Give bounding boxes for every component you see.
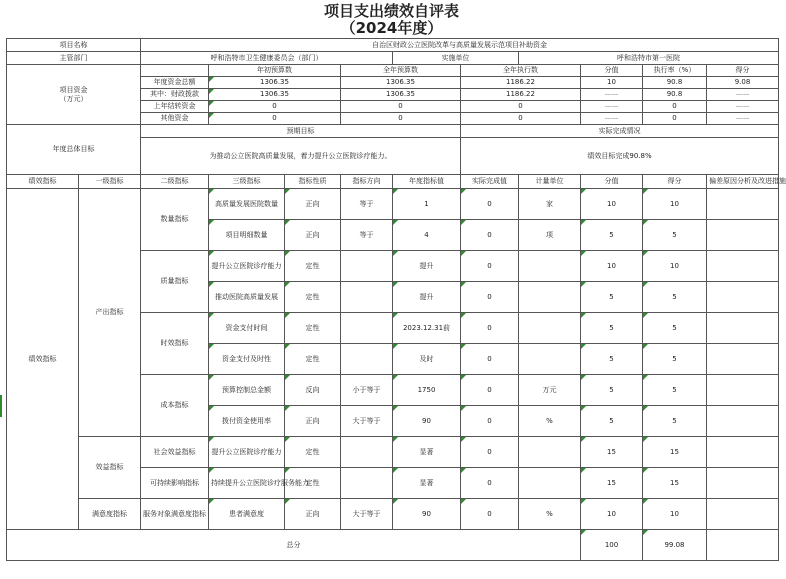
ind-got[interactable]: 5 xyxy=(643,220,707,251)
ind-nature[interactable]: 正向 xyxy=(285,406,341,437)
ind-actual[interactable]: 0 xyxy=(461,499,519,530)
perf-label: 绩效指标 xyxy=(7,189,79,530)
ind-actual[interactable]: 0 xyxy=(461,282,519,313)
fund-cell[interactable]: 0 xyxy=(643,101,707,113)
report-title xyxy=(0,3,783,37)
fund-row-name: 上年结转资金 xyxy=(141,101,209,113)
funds-header-exec: 全年执行数 xyxy=(461,65,581,77)
ind-unit[interactable]: 项 xyxy=(519,220,581,251)
ind-dir[interactable]: 大于等于 xyxy=(341,499,393,530)
ind-header: 计量单位 xyxy=(519,175,581,189)
ind-unit[interactable]: % xyxy=(519,499,581,530)
ind-header: 实际完成值 xyxy=(461,175,519,189)
ind-actual[interactable]: 0 xyxy=(461,375,519,406)
ind-score[interactable]: 5 xyxy=(581,282,643,313)
ind-got[interactable]: 5 xyxy=(643,313,707,344)
ind-nature[interactable]: 定性 xyxy=(285,313,341,344)
l2-time: 时效指标 xyxy=(141,313,209,375)
fund-cell[interactable]: 90.8 xyxy=(643,89,707,101)
ind-target[interactable]: 显著 xyxy=(393,437,461,468)
ind-score[interactable]: 5 xyxy=(581,406,643,437)
fund-cell[interactable]: 10 xyxy=(581,77,643,89)
fund-cell[interactable]: 1306.35 xyxy=(341,77,461,89)
ind-target[interactable]: 提升 xyxy=(393,282,461,313)
ind-unit[interactable]: 家 xyxy=(519,189,581,220)
l2-quantity: 数量指标 xyxy=(141,189,209,251)
goal-expected-label: 预期目标 xyxy=(141,125,461,138)
ind-l3[interactable]: 持续提升公立医院诊疗服务能力 xyxy=(209,468,285,499)
ind-unit[interactable] xyxy=(519,344,581,375)
impl-label: 实施单位 xyxy=(393,52,519,65)
l2-quality: 质量指标 xyxy=(141,251,209,313)
funds-header-blank xyxy=(141,65,209,77)
ind-score[interactable]: 15 xyxy=(581,437,643,468)
ind-target[interactable]: 1750 xyxy=(393,375,461,406)
project-name-value[interactable]: 自治区财政公立医院改革与高质量发展示范项目补助资金 xyxy=(141,39,779,52)
ind-header: 偏差原因分析及改进措施 xyxy=(707,175,779,189)
ind-target[interactable]: 90 xyxy=(393,499,461,530)
total-note[interactable] xyxy=(707,530,779,561)
ind-nature[interactable]: 定性 xyxy=(285,251,341,282)
ind-l3[interactable]: 提升公立医院诊疗能力 xyxy=(209,437,285,468)
l1-output: 产出指标 xyxy=(79,189,141,437)
goal-actual-label: 实际完成情况 xyxy=(461,125,779,138)
fund-cell[interactable]: 0 xyxy=(643,113,707,125)
fund-cell[interactable]: 1186.22 xyxy=(461,89,581,101)
ind-header: 二级指标 xyxy=(141,175,209,189)
ind-l3[interactable]: 提升公立医院诊疗能力 xyxy=(209,251,285,282)
ind-dir[interactable] xyxy=(341,437,393,468)
ind-score[interactable]: 10 xyxy=(581,499,643,530)
fund-row-name: 其他资金 xyxy=(141,113,209,125)
ind-header: 绩效指标 xyxy=(7,175,79,189)
ind-target[interactable]: 1 xyxy=(393,189,461,220)
ind-score[interactable]: 5 xyxy=(581,375,643,406)
ind-actual[interactable]: 0 xyxy=(461,468,519,499)
ind-target[interactable]: 2023.12.31前 xyxy=(393,313,461,344)
fund-cell[interactable]: 1306.35 xyxy=(341,89,461,101)
ind-actual[interactable]: 0 xyxy=(461,313,519,344)
total-score[interactable]: 100 xyxy=(581,530,643,561)
ind-header: 分值 xyxy=(581,175,643,189)
ind-score[interactable]: 5 xyxy=(581,313,643,344)
ind-actual[interactable]: 0 xyxy=(461,344,519,375)
ind-note[interactable] xyxy=(707,189,779,220)
ind-got[interactable]: 10 xyxy=(643,189,707,220)
ind-dir[interactable]: 等于 xyxy=(341,189,393,220)
total-got[interactable]: 99.08 xyxy=(643,530,707,561)
fund-cell[interactable]: 1306.35 xyxy=(209,89,341,101)
fund-cell[interactable]: —— xyxy=(707,89,779,101)
l2-social: 社会效益指标 xyxy=(141,437,209,468)
ind-l3[interactable]: 资金支付时间 xyxy=(209,313,285,344)
ind-note[interactable] xyxy=(707,499,779,530)
ind-unit[interactable]: % xyxy=(519,406,581,437)
ind-header: 得分 xyxy=(643,175,707,189)
ind-note[interactable] xyxy=(707,313,779,344)
total-label: 总分 xyxy=(7,530,581,561)
ind-got[interactable]: 5 xyxy=(643,282,707,313)
fund-cell[interactable]: —— xyxy=(581,113,643,125)
row-selection-marker xyxy=(0,395,2,417)
ind-dir[interactable] xyxy=(341,282,393,313)
ind-target[interactable]: 90 xyxy=(393,406,461,437)
ind-got[interactable]: 15 xyxy=(643,468,707,499)
fund-cell[interactable]: 1306.35 xyxy=(209,77,341,89)
self-evaluation-table xyxy=(6,38,786,561)
ind-dir[interactable] xyxy=(341,344,393,375)
ind-target[interactable]: 4 xyxy=(393,220,461,251)
fund-cell[interactable]: 90.8 xyxy=(643,77,707,89)
ind-score[interactable]: 10 xyxy=(581,251,643,282)
fund-cell[interactable]: 0 xyxy=(341,113,461,125)
ind-actual[interactable]: 0 xyxy=(461,437,519,468)
project-name-label: 项目名称 xyxy=(7,39,141,52)
ind-nature[interactable]: 正向 xyxy=(285,189,341,220)
ind-nature[interactable]: 反向 xyxy=(285,375,341,406)
l1-satisfaction: 满意度指标 xyxy=(79,499,141,530)
ind-note[interactable] xyxy=(707,251,779,282)
ind-dir[interactable]: 等于 xyxy=(341,220,393,251)
l1-benefit: 效益指标 xyxy=(79,437,141,499)
ind-dir[interactable] xyxy=(341,313,393,344)
ind-nature[interactable]: 定性 xyxy=(285,437,341,468)
ind-score[interactable]: 5 xyxy=(581,220,643,251)
fund-cell[interactable]: 9.08 xyxy=(707,77,779,89)
ind-header: 年度指标值 xyxy=(393,175,461,189)
fund-cell[interactable]: 0 xyxy=(461,101,581,113)
funds-header-initial: 年初预算数 xyxy=(209,65,341,77)
fund-cell[interactable]: 0 xyxy=(461,113,581,125)
title-text: 项目支出绩效自评表 xyxy=(323,2,459,20)
ind-nature[interactable]: 正向 xyxy=(285,220,341,251)
ind-header: 指标性质 xyxy=(285,175,341,189)
ind-target[interactable]: 提升 xyxy=(393,251,461,282)
ind-unit[interactable] xyxy=(519,313,581,344)
funds-header-budget: 全年预算数 xyxy=(341,65,461,77)
ind-l3[interactable]: 患者满意度 xyxy=(209,499,285,530)
ind-unit[interactable] xyxy=(519,437,581,468)
ind-dir[interactable] xyxy=(341,468,393,499)
ind-score[interactable]: 15 xyxy=(581,468,643,499)
ind-header: 三级指标 xyxy=(209,175,285,189)
ind-note[interactable] xyxy=(707,406,779,437)
ind-got[interactable]: 5 xyxy=(643,344,707,375)
fund-cell[interactable]: —— xyxy=(707,113,779,125)
ind-note[interactable] xyxy=(707,220,779,251)
ind-got[interactable]: 5 xyxy=(643,406,707,437)
ind-header: 指标方向 xyxy=(341,175,393,189)
ind-score[interactable]: 5 xyxy=(581,344,643,375)
ind-unit[interactable]: 万元 xyxy=(519,375,581,406)
ind-got[interactable]: 15 xyxy=(643,437,707,468)
dept-label: 主管部门 xyxy=(7,52,141,65)
ind-got[interactable]: 10 xyxy=(643,499,707,530)
ind-note[interactable] xyxy=(707,375,779,406)
ind-nature[interactable]: 定性 xyxy=(285,344,341,375)
fund-cell[interactable]: 1186.22 xyxy=(461,77,581,89)
ind-note[interactable] xyxy=(707,437,779,468)
ind-target[interactable]: 及时 xyxy=(393,344,461,375)
fund-cell[interactable]: —— xyxy=(581,89,643,101)
goal-expected-value[interactable]: 为推动公立医院高质量发展，着力提升公立医院诊疗能力。 xyxy=(141,138,461,175)
ind-header: 一级指标 xyxy=(79,175,141,189)
dept-value[interactable]: 呼和浩特市卫生健康委员会（部门） xyxy=(141,52,393,65)
fund-cell[interactable]: 0 xyxy=(209,101,341,113)
funds-header-rate: 执行率（%） xyxy=(643,65,707,77)
ind-target[interactable]: 显著 xyxy=(393,468,461,499)
ind-actual[interactable]: 0 xyxy=(461,220,519,251)
fund-cell[interactable]: 0 xyxy=(341,101,461,113)
ind-l3[interactable]: 推动医院高质量发展 xyxy=(209,282,285,313)
ind-unit[interactable] xyxy=(519,282,581,313)
l2-service: 服务对象满意度指标 xyxy=(141,499,209,530)
ind-got[interactable]: 5 xyxy=(643,375,707,406)
ind-actual[interactable]: 0 xyxy=(461,189,519,220)
ind-note[interactable] xyxy=(707,282,779,313)
ind-unit[interactable] xyxy=(519,251,581,282)
ind-l3[interactable]: 预算控制总金额 xyxy=(209,375,285,406)
impl-value[interactable]: 呼和浩特市第一医院 xyxy=(519,52,779,65)
fund-cell[interactable]: —— xyxy=(581,101,643,113)
ind-dir[interactable]: 小于等于 xyxy=(341,375,393,406)
funds-label: 项目资金 （万元） xyxy=(7,65,141,125)
fund-cell[interactable]: —— xyxy=(707,101,779,113)
ind-note[interactable] xyxy=(707,344,779,375)
ind-nature[interactable]: 定性 xyxy=(285,282,341,313)
fund-cell[interactable]: 0 xyxy=(209,113,341,125)
ind-l3[interactable]: 高质量发展医院数量 xyxy=(209,189,285,220)
ind-actual[interactable]: 0 xyxy=(461,251,519,282)
goal-actual-value[interactable]: 绩效目标完成90.8% xyxy=(461,138,779,175)
ind-got[interactable]: 10 xyxy=(643,251,707,282)
ind-l3[interactable]: 拨付资金使用率 xyxy=(209,406,285,437)
ind-dir[interactable]: 大于等于 xyxy=(341,406,393,437)
funds-header-score: 得分 xyxy=(707,65,779,77)
fund-row-name: 其中：财政拨款 xyxy=(141,89,209,101)
funds-header-weight: 分值 xyxy=(581,65,643,77)
ind-note[interactable] xyxy=(707,468,779,499)
l2-sustain: 可持续影响指标 xyxy=(141,468,209,499)
ind-l3[interactable]: 项目明细数量 xyxy=(209,220,285,251)
ind-score[interactable]: 10 xyxy=(581,189,643,220)
goal-label: 年度总体目标 xyxy=(7,125,141,175)
ind-unit[interactable] xyxy=(519,468,581,499)
title-year: （2024年度） xyxy=(340,19,443,37)
fund-row-name: 年度资金总额 xyxy=(141,77,209,89)
l2-cost: 成本指标 xyxy=(141,375,209,437)
ind-dir[interactable] xyxy=(341,251,393,282)
ind-nature[interactable]: 定性 xyxy=(285,468,341,499)
ind-nature[interactable]: 正向 xyxy=(285,499,341,530)
ind-actual[interactable]: 0 xyxy=(461,406,519,437)
ind-l3[interactable]: 资金支付及时性 xyxy=(209,344,285,375)
